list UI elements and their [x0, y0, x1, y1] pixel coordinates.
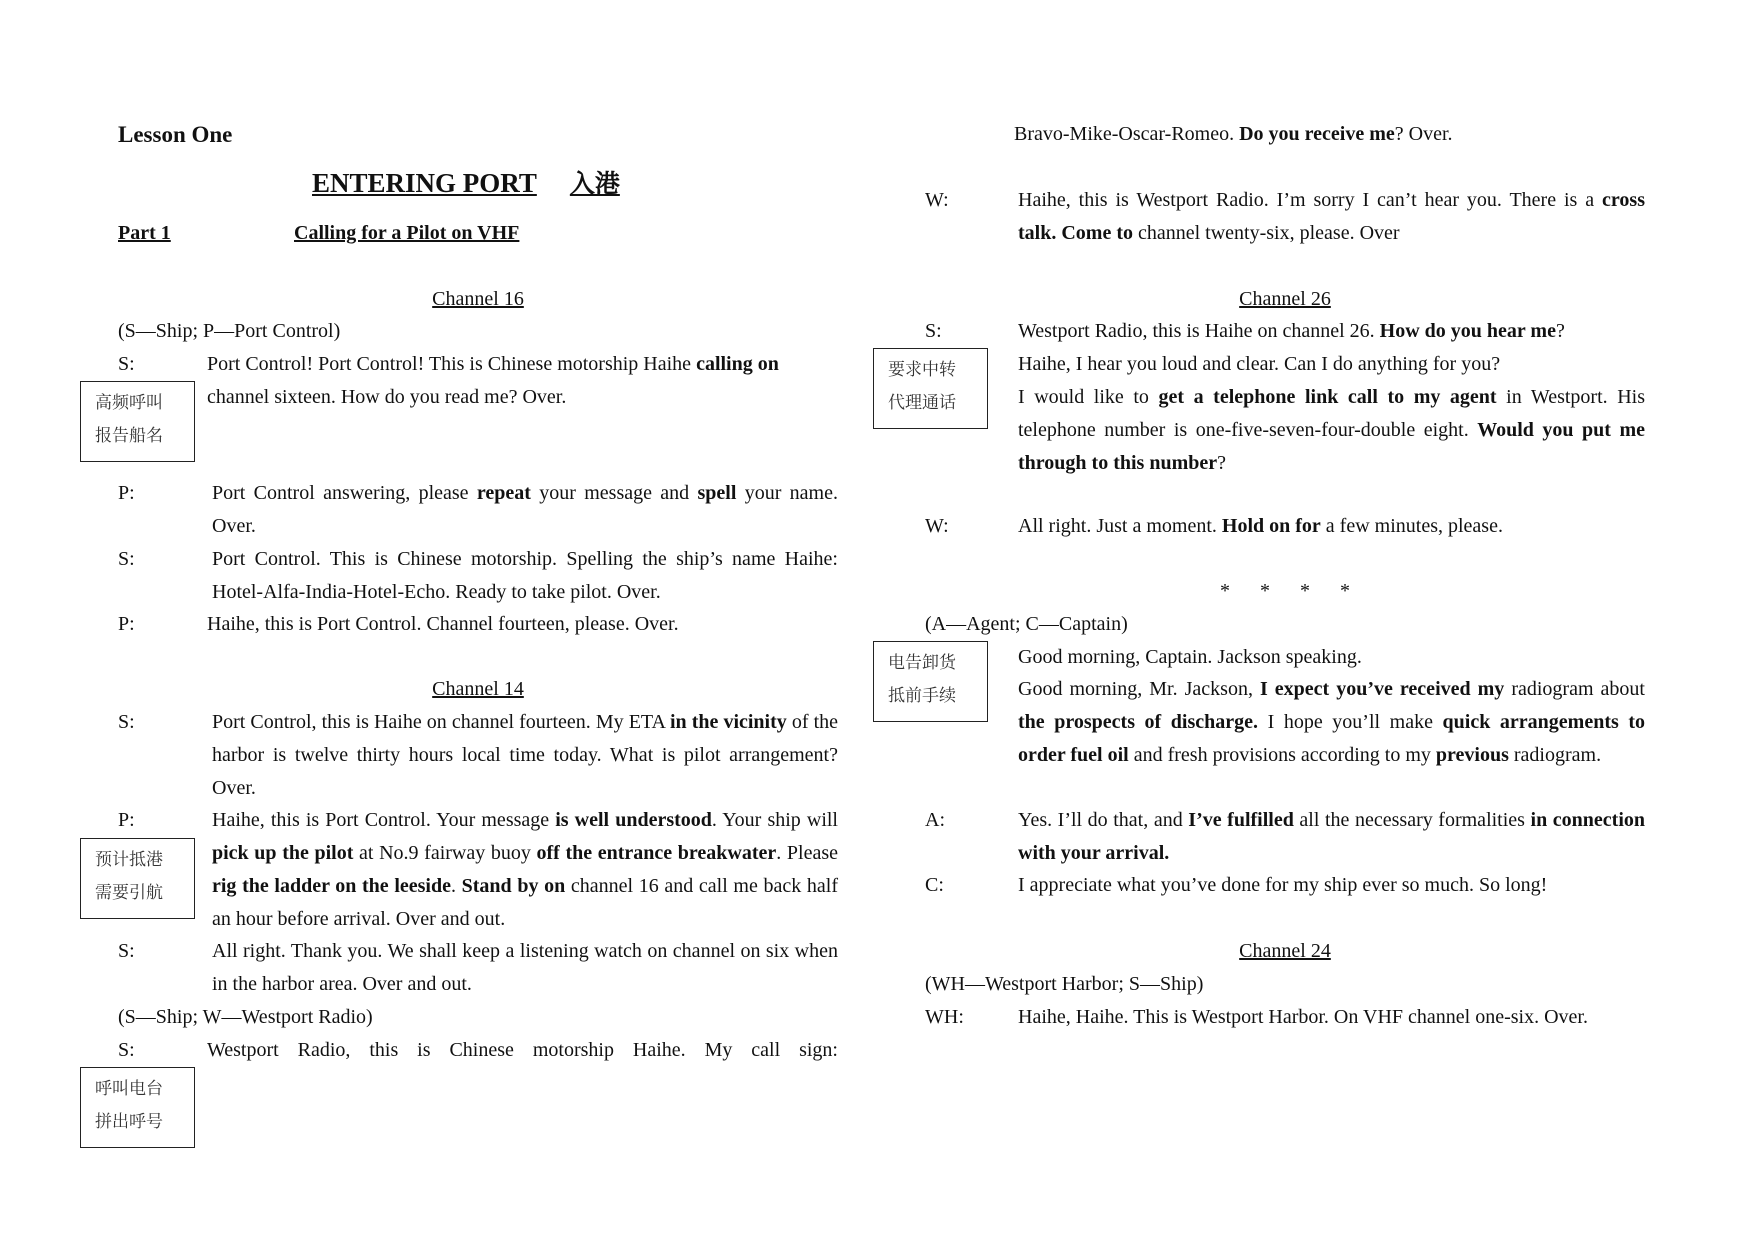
- page-title: [312, 164, 620, 200]
- speaker-label: C:: [925, 874, 944, 896]
- dialogue-line: Haihe, this is Port Control. Your message is well understood. Your ship will pick up the pilot at No.9 fairway buoy off the entrance breakwater. Please rig the ladder on the leeside. Stand by on channel 16 and call me back half an hour before arrival. Over and out.: [212, 809, 839, 930]
- channel-24-heading: Channel 24: [1239, 940, 1331, 962]
- channel-14-heading: Channel 14: [432, 678, 524, 700]
- roles-agent-captain: (A—Agent; C—Captain): [925, 613, 1128, 635]
- part-title: Calling for a Pilot on VHF: [294, 222, 520, 244]
- dialogue-line: Port Control, this is Haihe on channel fourteen. My ETA in the vicinity of the harbor is twelve thirty hours local time today. What is pilot arrangement? Over.: [212, 711, 839, 799]
- dialogue-line: Port Control! Port Control! This is Chinese motorship Haihe calling on channel sixteen. How do you read me? Over.: [207, 353, 779, 408]
- margin-note: 呼叫电台 拼出呼号: [80, 1067, 195, 1148]
- dialogue-line: Good morning, Mr. Jackson, I expect you’ve received my radiogram about the prospects of discharge. I hope you’ll make quick arrangements to order fuel oil and fresh provisions according to my previous radiogram.: [1018, 678, 1646, 766]
- part-label: Part 1: [118, 222, 171, 244]
- speaker-label: S:: [118, 1039, 135, 1061]
- speaker-label: P:: [118, 809, 135, 831]
- lesson-label: Lesson One: [118, 122, 233, 147]
- margin-note: 预计抵港 需要引航: [80, 838, 195, 919]
- dialogue-line: Haihe, this is Port Control. Channel fourteen, please. Over.: [207, 613, 679, 635]
- title-chinese: 入港: [569, 169, 620, 198]
- dialogue-continuation: Bravo-Mike-Oscar-Romeo. Do you receive me? Over.: [1014, 123, 1453, 145]
- dialogue-line: All right. Just a moment. Hold on for a few minutes, please.: [1018, 515, 1503, 537]
- roles-harbor-ship: (WH—Westport Harbor; S—Ship): [925, 973, 1204, 995]
- dialogue-line: Westport Radio, this is Chinese motorship Haihe. My call sign:: [207, 1039, 838, 1061]
- speaker-label: S:: [118, 711, 135, 733]
- dialogue-line: Haihe, I hear you loud and clear. Can I do anything for you?: [1018, 353, 1501, 375]
- channel-16-heading: Channel 16: [432, 288, 524, 310]
- speaker-label: P:: [118, 482, 135, 504]
- margin-note: 要求中转 代理通话: [873, 348, 988, 429]
- speaker-label: W:: [925, 515, 949, 537]
- dialogue-line: I would like to get a telephone link call to my agent in Westport. His telephone number is one-five-seven-four-double eight. Would you put me through to this number?: [1018, 386, 1646, 474]
- speaker-label: P:: [118, 613, 135, 635]
- speaker-label: S:: [118, 353, 135, 375]
- speaker-label: S:: [118, 548, 135, 570]
- dialogue-line: Port Control answering, please repeat your message and spell your name. Over.: [212, 482, 838, 537]
- speaker-label: A:: [925, 809, 945, 831]
- roles-ship-westport: (S—Ship; W—Westport Radio): [118, 1006, 373, 1028]
- roles-ship-port: (S—Ship; P—Port Control): [118, 320, 341, 342]
- dialogue-line: Port Control. This is Chinese motorship. Spelling the ship’s name Haihe: Hotel-Alfa-India-Hotel-Echo. Ready to take pilot. Over.: [212, 548, 838, 603]
- channel-26-heading: Channel 26: [1239, 288, 1331, 310]
- dialogue-line: All right. Thank you. We shall keep a listening watch on channel on six when in the harbor area. Over and out.: [212, 940, 838, 995]
- dialogue-line: I appreciate what you’ve done for my ship ever so much. So long!: [1018, 874, 1548, 896]
- dialogue-line: Good morning, Captain. Jackson speaking.: [1018, 646, 1362, 668]
- title-english: ENTERING PORT: [312, 168, 537, 198]
- speaker-label: S:: [118, 940, 135, 962]
- margin-note: 电告卸货 抵前手续: [873, 641, 988, 722]
- dialogue-line: Haihe, Haihe. This is Westport Harbor. On VHF channel one-six. Over.: [1018, 1006, 1588, 1028]
- speaker-label: WH:: [925, 1006, 964, 1028]
- speaker-label: W:: [925, 189, 949, 211]
- dialogue-line: Yes. I’ll do that, and I’ve fulfilled all the necessary formalities in connection with your arrival.: [1018, 809, 1646, 864]
- speaker-label: S:: [925, 320, 942, 342]
- section-separator: * * * *: [1220, 580, 1350, 602]
- margin-note: 高频呼叫 报告船名: [80, 381, 195, 462]
- dialogue-line: Haihe, this is Westport Radio. I’m sorry I can’t hear you. There is a cross talk. Come to channel twenty-six, please. Over: [1018, 189, 1645, 244]
- dialogue-line: Westport Radio, this is Haihe on channel 26. How do you hear me?: [1018, 320, 1565, 342]
